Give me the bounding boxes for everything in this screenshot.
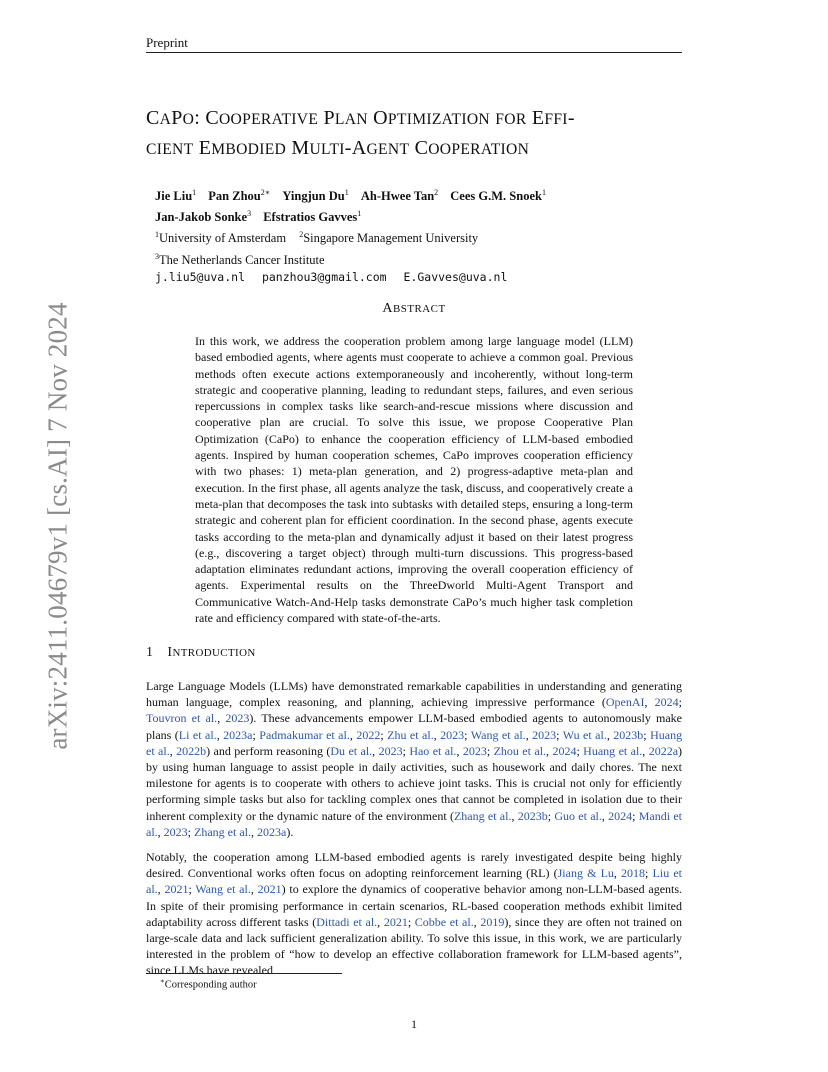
citation-link[interactable]: Cobbe et al.: [414, 914, 474, 929]
affiliation: $^1$University of Amsterdam: [155, 230, 287, 246]
author: Ah-Hwee Tan$^2$: [360, 188, 439, 204]
citation-link[interactable]: Jiang & Lu: [557, 866, 614, 881]
citation-link[interactable]: 2024: [608, 808, 633, 823]
title-line-2: CIENT EMBODIED MULTI-AGENT COOPERATION: [146, 137, 530, 159]
citation-link[interactable]: Zhang et al.: [453, 808, 512, 823]
citation-link[interactable]: Li et al.: [178, 727, 217, 742]
footnote-marker: ∗: [160, 977, 165, 985]
citation-link[interactable]: Touvron et al.: [146, 711, 218, 726]
citation-link[interactable]: Dittadi et al.: [316, 914, 378, 929]
author-line-1: [155, 184, 555, 205]
intro-paragraph-2: Notably, the cooperation among LLM-based embodied agents is rarely investigated despite being highly desired. Conventional works often focus on adopting reinforcement learning (RL) (Jiang & Lu, 2018; Liu et al., 2021; Wang et al., 2021) to explore the dynamics of cooperative behavior among non-LLM-based agents. In spite of their promising performance in certain scenarios, RL-based cooperation methods exhibit limited adaptability across different tasks (Dittadi et al., 2021; Cobbe et al., 2019), since they are often not trained on large-scale data and lack sufficient generalization ability. To solve this issue, in this work, we are particularly interested in the problem of “how to develop an effective collaboration framework for LLM-based agents”, since LLMs have revealed: [146, 850, 683, 978]
section-number: 1: [146, 645, 154, 660]
citation-link[interactable]: 2024: [654, 695, 679, 710]
running-header: Preprint: [146, 35, 188, 50]
header-rule: [146, 52, 682, 53]
citation-link[interactable]: Huang et al.: [583, 743, 643, 758]
citation-link[interactable]: 2023: [378, 743, 403, 758]
citation-link[interactable]: Zhou et al.: [493, 743, 547, 758]
page-number: 1: [411, 1017, 417, 1031]
footnote-text: Corresponding author: [164, 979, 257, 991]
affiliation: $^2$Singapore Management University: [299, 230, 479, 246]
citation-link[interactable]: 2021: [383, 914, 408, 929]
intro-paragraph-1: Large Language Models (LLMs) have demonstrated remarkable capabilities in understanding and generating human language, complex reasoning, and planning, achieving impressive performance (OpenAI, 2024; Touvron et al., 2023). These advancements empower LLM-based embodied agents to autonomously make plans (Li et al., 2023a; Padmakumar et al., 2022; Zhu et al., 2023; Wang et al., 2023; Wu et al., 2023b; Huang et al., 2022b) and perform reasoning (Du et al., 2023; Hao et al., 2023; Zhou et al., 2024; Huang et al., 2022a) by using human language to assist people in daily activities, such as housework and daily chores. The next milestone for agents is to cooperate with others to achieve joint tasks. This is crucial not only for efficiently performing simple tasks but also for tackling complex ones that cannot be completed in isolation due to their inherent complexity or the dynamic nature of the environment (Zhang et al., 2023b; Guo et al., 2024; Mandi et al., 2023; Zhang et al., 2023a).: [146, 679, 683, 839]
citation-link[interactable]: Huang et al.: [146, 727, 683, 758]
citation-link[interactable]: Hao et al.: [409, 743, 457, 758]
citation-link[interactable]: 2023b: [613, 727, 644, 742]
citation-link[interactable]: 2022a: [648, 743, 679, 758]
citation-link[interactable]: 2023: [440, 727, 465, 742]
citation-link[interactable]: Du et al.: [330, 743, 373, 758]
citation-link[interactable]: Liu et al.: [146, 866, 682, 897]
arxiv-identifier: arXiv:2411.04679v1 [cs.AI] 7 Nov 2024: [42, 302, 73, 750]
footnote: [160, 977, 257, 991]
citation-link[interactable]: Zhang et al.: [194, 824, 251, 839]
citation-link[interactable]: 2023b: [517, 808, 548, 823]
citation-link[interactable]: Wu et al.: [562, 727, 607, 742]
abstract-text: In this work, we address the cooperation problem among large language model (LLM) based embodied agents, where agents must cooperate to achieve a common goal. Previous methods often execute actions extemporaneously and incoherently, without long-term strategic and cooperative planning, leading to redundant steps, failures, and even serious repercussions in complex tasks like search-and-rescue missions where discussion and cooperative plan are crucial. To solve this issue, we propose Cooperative Plan Optimization (CaPo) to enhance the cooperation efficiency of LLM-based embodied agents. Inspired by human cooperation schemes, CaPo improves cooperation efficiency with two phases: 1) meta-plan generation, and 2) progress-adaptive meta-plan and execution. In the first phase, all agents analyze the task, discuss, and cooperatively create a meta-plan that decomposes the task into subtasks with detailed steps, ensuring a long-term strategic and coherent plan for efficient coordination. In the second phase, agents execute tasks according to the meta-plan and dynamically adjust it based on their latest progress (e.g., discovering a target object) through multi-turn discussions. This progress-based adaptation eliminates redundant actions, improving the overall cooperation efficiency of agents. Experimental results on the ThreeDworld Multi-Agent Transport and Communicative Watch-And-Help tasks demonstrate CaPo’s much higher task completion rate and efficiency compared with state-of-the-arts.: [195, 334, 633, 626]
citation-link[interactable]: 2019: [480, 914, 505, 929]
author: Cees G.M. Snoek$^1$: [450, 188, 546, 204]
citation-link[interactable]: 2021: [164, 882, 189, 897]
citation-link[interactable]: Wang et al.: [195, 882, 251, 897]
author: Efstratios Gavves$^1$: [263, 209, 362, 225]
section-title: INTRODUCTION: [167, 645, 256, 660]
citation-link[interactable]: Padmakumar et al.: [259, 727, 350, 742]
email-link[interactable]: E.Gavves@uva.nl: [403, 269, 508, 284]
citation-link[interactable]: 2018: [621, 866, 646, 881]
citation-link[interactable]: Wang et al.: [470, 727, 526, 742]
title-line-1: CAPO: COOPERATIVE PLAN OPTIMIZATION FOR EFFI-: [146, 107, 575, 129]
citation-link[interactable]: Zhu et al.: [387, 727, 434, 742]
author: Yingjun Du$^1$: [282, 188, 349, 204]
affiliation: $^3$The Netherlands Cancer Institute: [155, 251, 325, 267]
citation-link[interactable]: 2021: [257, 882, 282, 897]
citation-link[interactable]: Guo et al.: [554, 808, 602, 823]
citation-link[interactable]: 2023a: [257, 824, 287, 839]
citation-link[interactable]: OpenAI: [605, 695, 645, 710]
citation-link[interactable]: 2022: [356, 727, 381, 742]
citation-link[interactable]: 2023: [532, 727, 557, 742]
citation-link[interactable]: 2024: [552, 743, 577, 758]
abstract-heading: ABSTRACT: [382, 301, 446, 316]
author-block: [155, 184, 555, 286]
paper-title: [146, 104, 706, 164]
citation-link[interactable]: Mandi et al.: [146, 808, 682, 839]
email-line: [155, 269, 555, 286]
author: Jie Liu$^1$: [155, 188, 197, 204]
affiliation-line-1: [155, 226, 555, 247]
author: Jan-Jakob Sonke$^3$: [155, 209, 252, 225]
citation-link[interactable]: 2023: [163, 824, 188, 839]
author: Pan Zhou$^{2∗}$: [208, 188, 271, 204]
author-line-2: [155, 205, 555, 226]
section-heading: [146, 645, 256, 661]
citation-link[interactable]: 2023: [225, 711, 250, 726]
citation-link[interactable]: 2023: [462, 743, 487, 758]
citation-link[interactable]: 2022b: [176, 743, 207, 758]
footnote-rule: [146, 973, 342, 974]
citation-link[interactable]: 2023a: [223, 727, 253, 742]
email-link[interactable]: j.liu5@uva.nl: [155, 269, 246, 284]
email-link[interactable]: panzhou3@gmail.com: [261, 269, 387, 284]
affiliation-line-2: [155, 247, 555, 268]
